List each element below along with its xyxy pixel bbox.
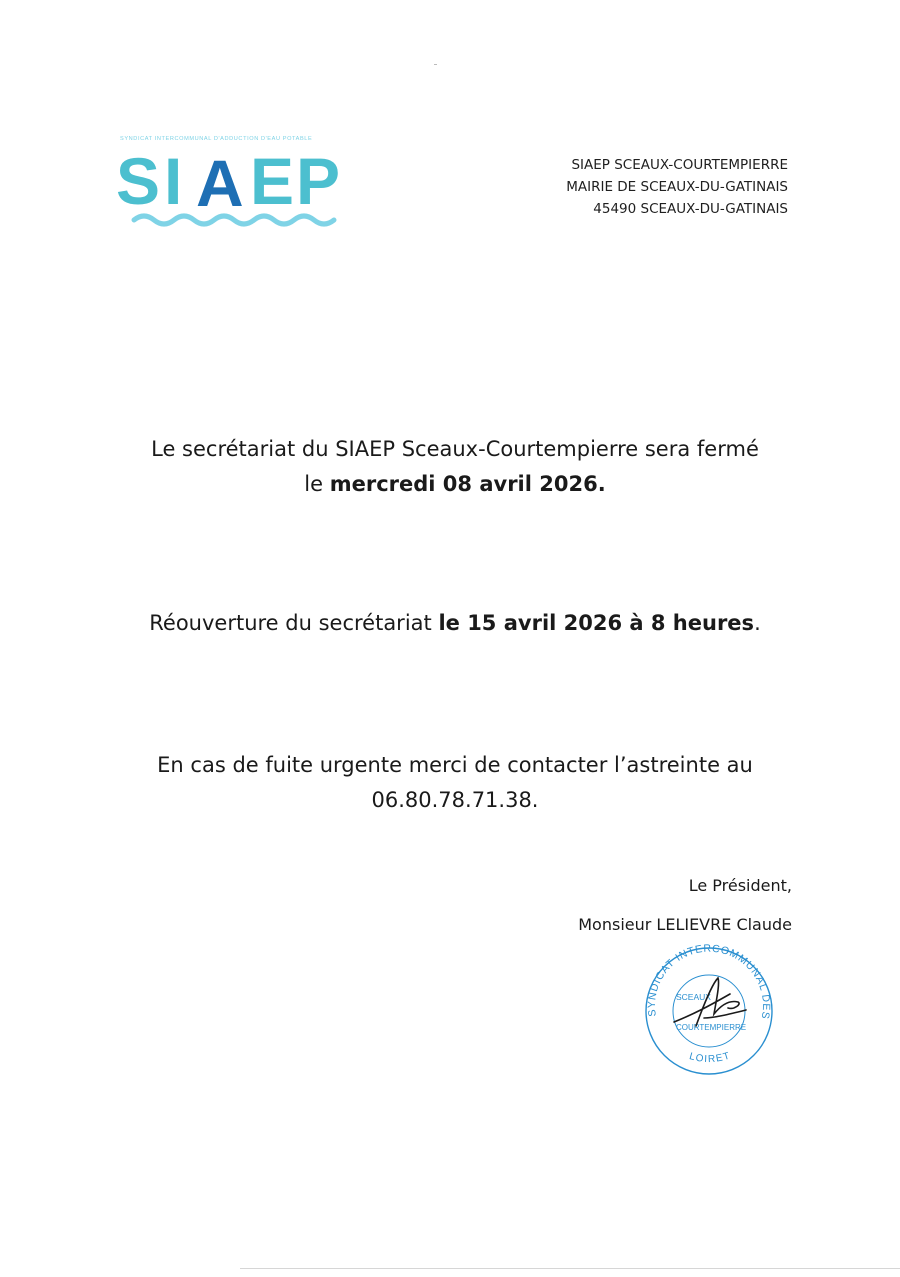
address-line: 45490 SCEAUX-DU-GATINAIS bbox=[593, 201, 788, 217]
emergency-phone: 06.80.78.71.38. bbox=[371, 788, 539, 812]
signatory-role: Le Président, bbox=[688, 876, 792, 895]
logo-letter-a: A bbox=[196, 146, 244, 220]
signature-block bbox=[492, 866, 792, 944]
reopening-date: le 15 avril 2026 à 8 heures bbox=[438, 611, 755, 635]
logo-letter-e: E bbox=[250, 144, 295, 218]
scan-edge-line bbox=[240, 1268, 900, 1269]
stamp-center-bottom: COURTEMPIERRE bbox=[676, 1023, 747, 1032]
scan-speck bbox=[434, 64, 437, 65]
stamp-center-top: SCEAUX bbox=[676, 992, 711, 1002]
closure-prefix: le bbox=[304, 472, 330, 496]
emergency-notice bbox=[60, 748, 850, 818]
address-block bbox=[468, 154, 788, 220]
logo-letter-s: S bbox=[116, 144, 161, 218]
closure-line-1: Le secrétariat du SIAEP Sceaux-Courtempierre sera fermé bbox=[151, 437, 759, 461]
stamp-bottom-text: LOIRET bbox=[687, 1050, 733, 1066]
logo-letter-p: P bbox=[296, 144, 341, 218]
address-line: MAIRIE DE SCEAUX-DU-GATINAIS bbox=[566, 179, 788, 195]
official-stamp bbox=[634, 944, 784, 1078]
stamp-inner-ring bbox=[673, 975, 745, 1047]
reopening-notice bbox=[60, 606, 850, 641]
logo-drop-icon bbox=[347, 166, 355, 174]
signatory-name: Monsieur LELIEVRE Claude bbox=[578, 915, 792, 934]
closure-line-2 bbox=[60, 467, 850, 502]
reopening-prefix: Réouverture du secrétariat bbox=[149, 611, 439, 635]
logo-tagline: SYNDICAT INTERCOMMUNAL D'ADDUCTION D'EAU POTABLE bbox=[120, 136, 313, 142]
stamp-ring-text: SYNDICAT INTERCOMMUNAL DES bbox=[645, 944, 773, 1021]
reopening-suffix: . bbox=[754, 611, 761, 635]
logo-letter-i: I bbox=[164, 144, 183, 218]
closure-date: mercredi 08 avril 2026. bbox=[329, 472, 606, 496]
siaep-logo bbox=[112, 128, 382, 238]
emergency-line: En cas de fuite urgente merci de contacter l’astreinte au bbox=[157, 753, 753, 777]
handwritten-signature bbox=[674, 978, 746, 1026]
closure-notice bbox=[60, 432, 850, 502]
stamp-bottom-text-path bbox=[688, 1050, 732, 1065]
address-line: SIAEP SCEAUX-COURTEMPIERRE bbox=[571, 157, 788, 173]
